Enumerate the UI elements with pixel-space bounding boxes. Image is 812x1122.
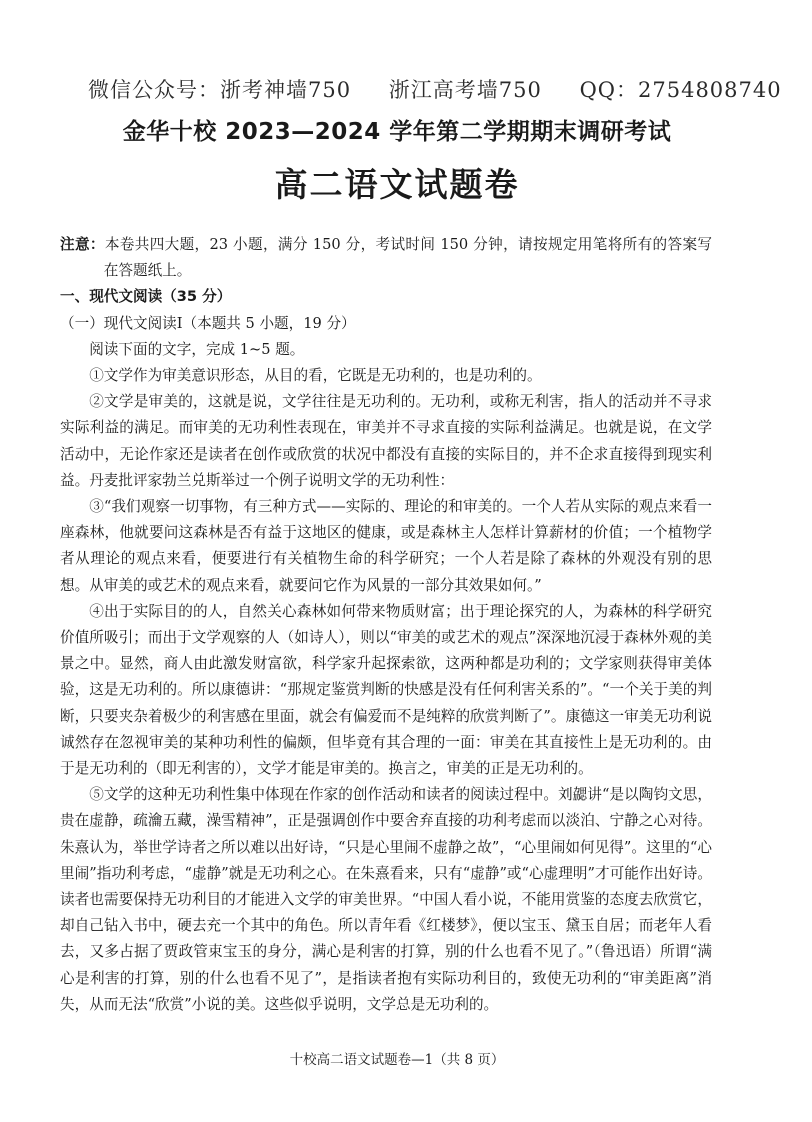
paragraph-3: ③“我们观察一切事物，有三种方式——实际的、理论的和审美的。一个人若从实际的观点来看一座森林，他就要问这森林是否有益于这地区的健康，或是森林主人怎样计算薪材的价值；一个植物学者从理论的观点来看，便要进行有关植物生命的科学研究；一个人若是除了森林的外观没有别的思想。从审美的或艺术的观点来看，就要问它作为风景的一部分其效果如何。” (60, 498, 712, 594)
header-name: 浙江高考墙750 (388, 78, 542, 102)
paragraph-4: ④出于实际目的的人，自然关心森林如何带来物质财富；出于理论探究的人，为森林的科学研究价值所吸引；而出于文学观察的人（如诗人），则以“审美的或艺术的观点”深深地沉浸于森林外观的美景之中。显然，商人由此激发财富欲，科学家升起探索欲，这两种都是功利的；文学家则获得审美体验，这是无功利的。所以康德讲：“那规定鉴赏判断的快感是没有任何利害关系的”。“一个关于美的判断，只要夹杂着极少的利害感在里面，就会有偏爱而不是纯粹的欣赏判断了”。康德这一审美无功利说诚然存在忽视审美的某种功利性的偏颇，但毕竟有其合理的一面：审美在其直接性上是无功利的。由于是无功利的（即无利害的），文学才能是审美的。换言之，审美的正是无功利的。 (60, 602, 712, 778)
section-heading: 一、现代文阅读（35 分） (60, 288, 232, 306)
header-wechat: 微信公众号：浙考神墙750 (88, 78, 352, 102)
paragraph-1: ①文学作为审美意识形态，从目的看，它既是无功利的，也是功利的。 (89, 367, 542, 385)
note-text: 本卷共四大题，23 小题，满分 150 分，考试时间 150 分钟，请按规定用笔将所有的答案写在答题纸上。 (103, 236, 712, 280)
page-footer: 十校高二语文试题卷—1（共 8 页） (289, 1052, 505, 1068)
reading-instruction: 阅读下面的文字，完成 1~5 题。 (89, 340, 305, 358)
document-body (60, 232, 712, 1018)
paragraph-5: ⑤文学的这种无功利性集中体现在作家的创作活动和读者的阅读过程中。刘勰讲“是以陶钧文思，贵在虚静，疏瀹五藏，澡雪精神”，正是强调创作中要舍弃直接的功利考虑而以淡泊、宁静之心对待。朱熹认为，举世学诗者之所以难以出好诗，“只是心里闹不虚静之故”，“心里闹如何见得”。这里的“心里闹”指功利考虑，“虚静”就是无功利之心。在朱熹看来，只有“虚静”或“心虚理明”才可能作出好诗。读者也需要保持无功利目的才能进入文学的审美世界。“中国人看小说，不能用赏鉴的态度去欣赏它，却自己钻入书中，硬去充一个其中的角色。所以青年看《红楼梦》，便以宝玉、黛玉自居；而老年人看去，又多占据了贾政管束宝玉的身分，满心是利害的打算，别的什么也看不见了。”（鲁迅语）所谓“满心是利害的打算，别的什么也看不见了”，是指读者抱有实际功利目的，致使无功利的“审美距离”消失，从而无法“欣赏”小说的美。这些似乎说明，文学总是无功利的。 (60, 786, 712, 1013)
header-qq: QQ：2754808740 (579, 78, 782, 102)
exam-title: 金华十校 2023—2024 学年第二学期期末调研考试 (122, 119, 672, 145)
subsection-heading: （一）现代文阅读Ⅰ（本题共 5 小题，19 分） (60, 314, 356, 332)
header-watermark-line (88, 78, 782, 112)
exam-note (60, 232, 712, 284)
paper-title: 高二语文试题卷 (274, 165, 520, 204)
note-label: 注意： (60, 236, 105, 253)
paragraph-2: ②文学是审美的，这就是说，文学往往是无功利的。无功利，或称无利害，指人的活动并不寻求实际利益的满足。而审美的无功利性表现在，审美并不寻求直接的实际利益满足。也就是说，在文学活动中，无论作家还是读者在创作或欣赏的状况中都没有直接的实际目的，并不企求直接得到现实利益。丹麦批评家勃兰兑斯举过一个例子说明文学的无功利性： (60, 393, 712, 489)
